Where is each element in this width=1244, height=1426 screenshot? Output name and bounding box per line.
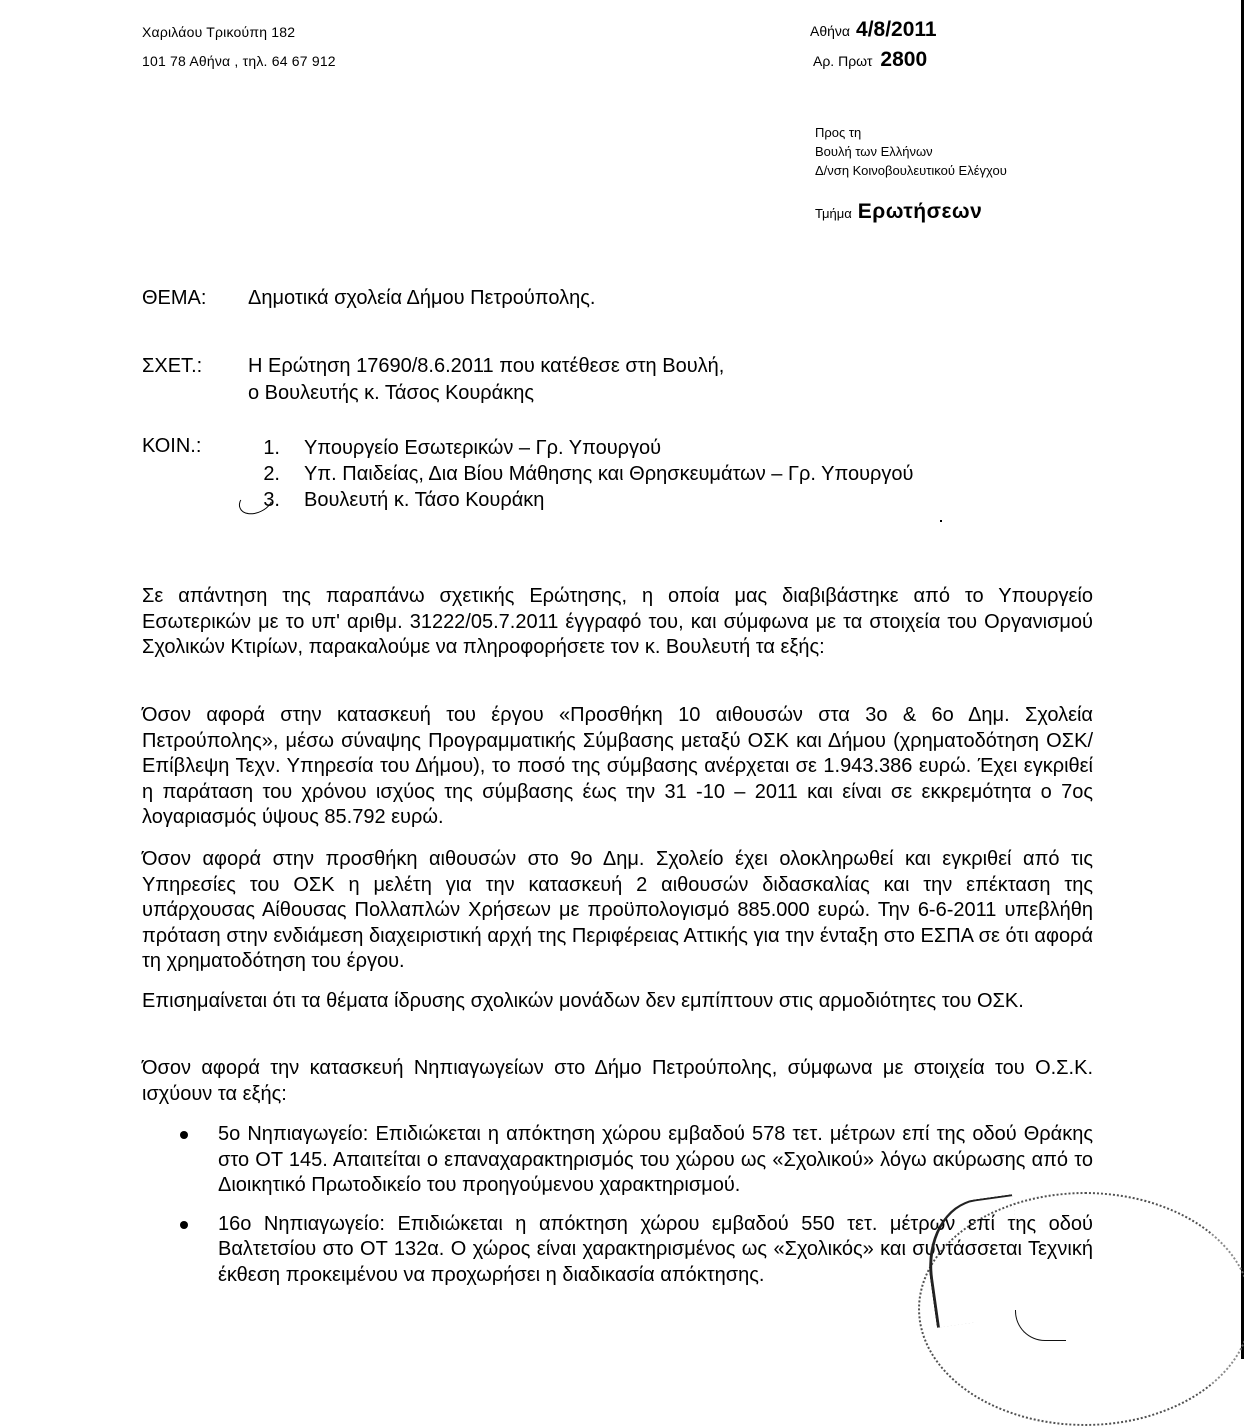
reference-label: ΣΧΕΤ.:: [142, 355, 203, 377]
protocol-block: [813, 48, 927, 72]
list-item-text: 5ο Νηπιαγωγείο: Επιδιώκεται η απόκτηση χώρου εμβαδού 578 τετ. μέτρων επί της οδού Θράκης στο ΟΤ 145. Απαιτείται ο επαναχαρακτηρισμός του χώρου ως «Σχολικού» λόγω ακύρωσης από το Διοικητικό Πρωτοδικείο του προηγούμενου χαρακτηρισμού.: [218, 1123, 1093, 1196]
cc-label: ΚΟΙΝ.:: [142, 435, 202, 457]
sender-address-line1: Χαριλάου Τρικούπη 182: [142, 24, 296, 40]
cc-item-number: 2.: [263, 463, 280, 485]
recipient-line: Δ/νση Κοινοβουλευτικού Ελέγχου: [815, 163, 1007, 178]
cc-item-text: Βουλευτή κ. Τάσο Κουράκη: [304, 489, 545, 511]
list-item-text: 16ο Νηπιαγωγείο: Επιδιώκεται η απόκτηση χώρου εμβαδού 550 τετ. μέτρων επί της οδού Βαλτετσίου στο ΟΤ 132α. Ο χώρος είναι χαρακτηρισμένος ως «Σχολικός» και συντάσσεται Τεχνική έκθεση προκειμένου να προχωρήσει η διαδικασία απόκτησης.: [218, 1212, 1093, 1286]
reference-value: [248, 353, 724, 407]
bullet-icon: [180, 1131, 188, 1139]
scan-speck: [940, 520, 942, 522]
body-paragraph: Όσον αφορά στην προσθήκη αιθουσών στο 9ο Δημ. Σχολείο έχει ολοκληρωθεί και εγκριθεί από τις Υπηρεσίες του ΟΣΚ η μελέτη για την κατασκευή 2 αιθουσών διδασκαλίας και την επέκταση της υπάρχουσας Αίθουσας Πολλαπλών Χρήσεων με προϋπολογισμό 885.000 ευρώ. Την 6-6-2011 υπεβλήθη πρόταση στην ενδιάμεση διαχειριστική αρχή της Περιφέρειας Αττικής για την ένταξη στο ΕΣΠΑ σε ότι αφορά τη χρηματοδότηση του έργου.: [142, 848, 1093, 972]
cc-item-number: 3.: [263, 489, 280, 511]
department-block: [815, 200, 982, 224]
recipient-block: [815, 123, 1007, 180]
department-value: Ερωτήσεων: [857, 200, 983, 223]
cc-item-text: Υπουργείο Εσωτερικών – Γρ. Υπουργού: [304, 437, 662, 459]
protocol-number: 2800: [880, 48, 928, 71]
subject-label: ΘΕΜΑ:: [142, 287, 207, 309]
date-value: 4/8/2011: [856, 18, 937, 41]
body-paragraph: Επισημαίνεται ότι τα θέματα ίδρυσης σχολικών μονάδων δεν εμπίπτουν στις αρμοδιότητες του ΟΣΚ.: [142, 990, 1024, 1012]
department-label: Τμήμα: [815, 206, 852, 221]
sender-address-line2: 101 78 Αθήνα , τηλ. 64 67 912: [142, 53, 336, 69]
cc-item-number: 1.: [263, 437, 280, 459]
reference-line1: Η Ερώτηση 17690/8.6.2011 που κατέθεσε στη Βουλή,: [248, 355, 725, 377]
date-block: [810, 18, 937, 42]
list-item: [142, 1122, 1093, 1199]
body-paragraph: Όσον αφορά την κατασκευή Νηπιαγωγείων στο Δήμο Πετρούπολης, σύμφωνα με στοιχεία του Ο.Σ.Κ. ισχύουν τα εξής:: [142, 1057, 1093, 1105]
protocol-label: Αρ. Πρωτ: [813, 53, 873, 69]
reference-line2: ο Βουλευτής κ. Τάσος Κουράκης: [248, 382, 535, 404]
cc-item-text: Υπ. Παιδείας, Δια Βίου Μάθησης και Θρησκευμάτων – Γρ. Υπουργού: [304, 463, 914, 485]
subject-value: Δημοτικά σχολεία Δήμου Πετρούπολης.: [248, 287, 596, 309]
recipient-line: Προς τη: [815, 125, 862, 140]
recipient-line: Βουλή των Ελλήνων: [815, 144, 933, 159]
bullet-icon: [180, 1221, 188, 1229]
body-paragraph: Σε απάντηση της παραπάνω σχετικής Ερώτησης, η οποία μας διαβιβάστηκε από το Υπουργείο Εσωτερικών με το υπ' αριθμ. 31222/05.7.2011 έγγραφό του, και σύμφωνα με τα στοιχεία του Οργανισμού Σχολικών Κτιρίων, παρακαλούμε να πληροφορήσετε τον κ. Βουλευτή τα εξής:: [142, 585, 1093, 658]
body-paragraph: Όσον αφορά στην κατασκευή του έργου «Προσθήκη 10 αιθουσών στα 3ο & 6ο Δημ. Σχολεία Πετρούπολης», μέσω σύναψης Προγραμματικής Σύμβασης μεταξύ ΟΣΚ και Δήμου (χρηματοδότηση ΟΣΚ/Επίβλεψη Τεχν. Υπηρεσία του Δήμου), το ποσό της σύμβασης ανέρχεται σε 1.943.386 ευρώ. Έχει εγκριθεί η παράταση του χρόνου ισχύος της σύμβασης έως την 31 -10 – 2011 και είναι σε εκκρεμότητα ο 7ος λογαριασμός ύψους 85.792 ευρώ.: [142, 704, 1093, 828]
date-label: Αθήνα: [810, 23, 851, 39]
